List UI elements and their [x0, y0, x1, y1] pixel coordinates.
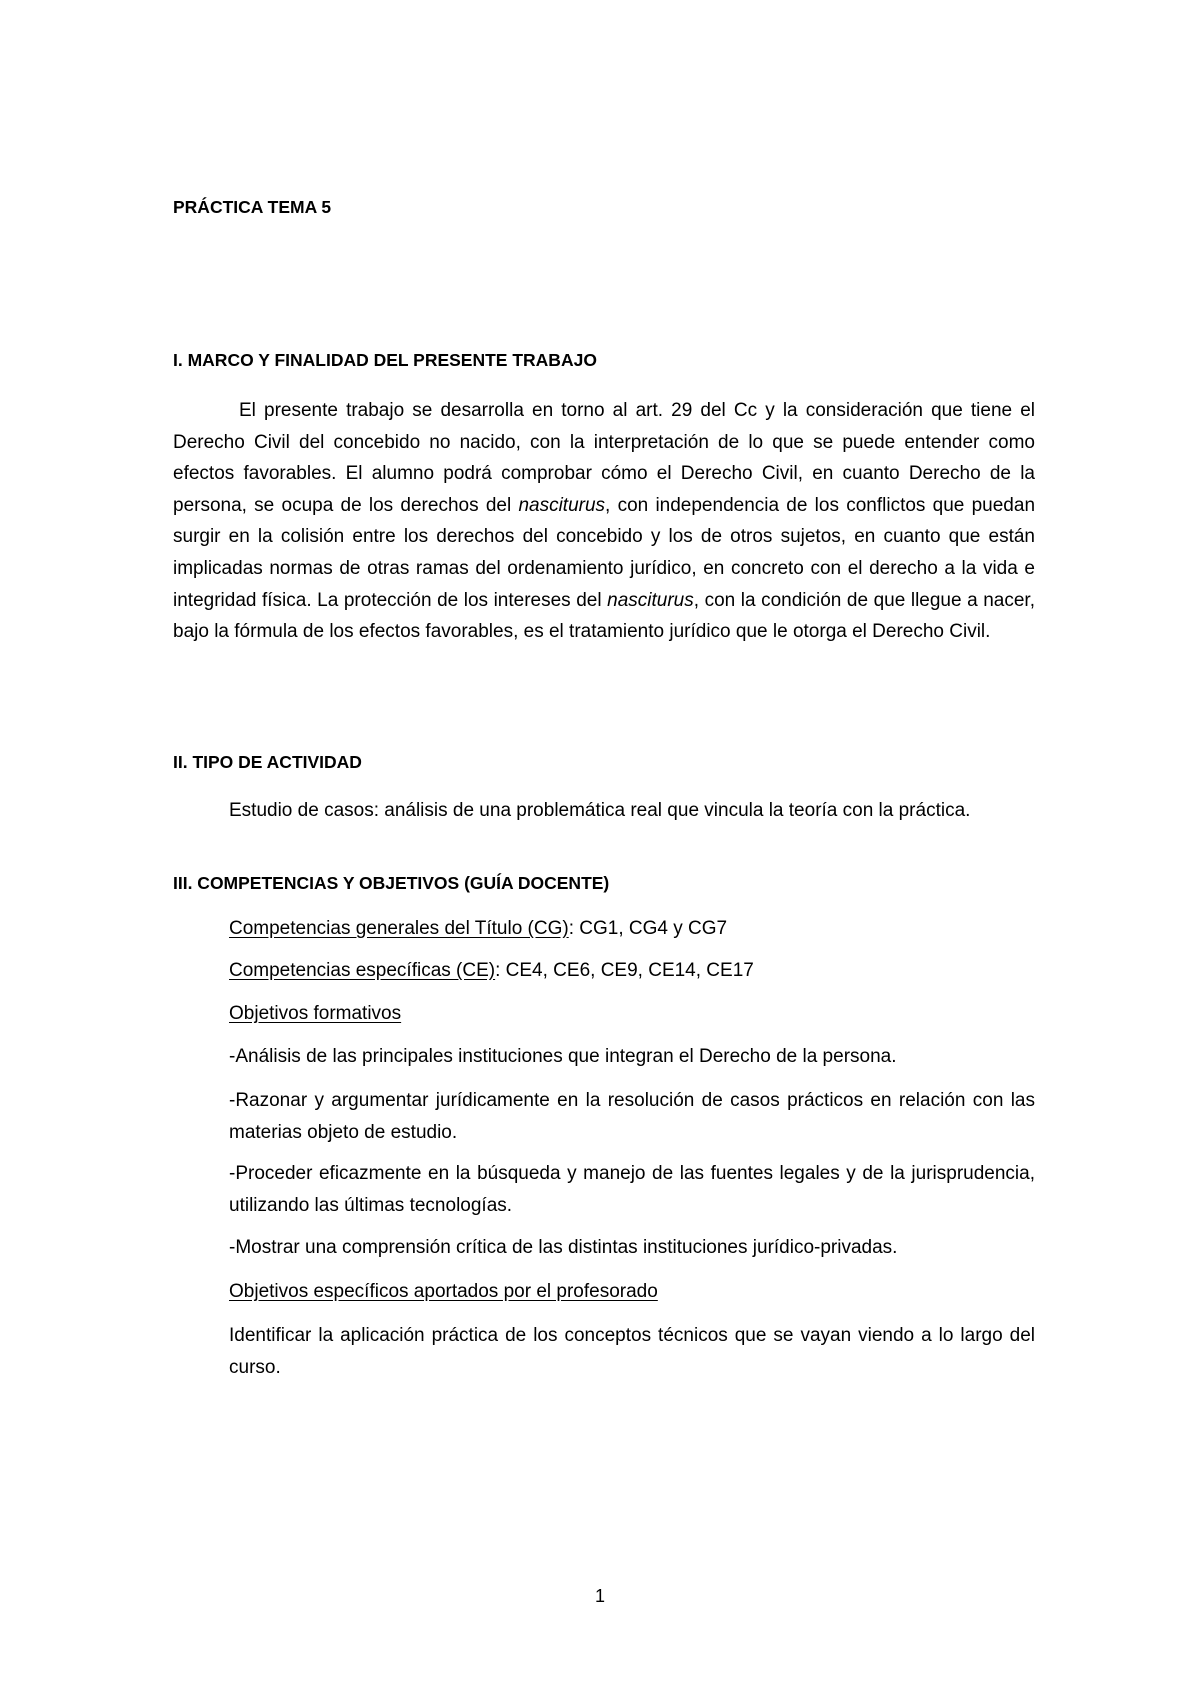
nasciturus-term: nasciturus [518, 494, 606, 516]
ce-value: : CE4, CE6, CE9, CE14, CE17 [495, 960, 754, 981]
ce-label: Competencias específicas (CE) [229, 960, 496, 981]
section-2-text: Estudio de casos: análisis de una problemática real que vincula la teoría con la práctica. [229, 800, 971, 821]
objetivo-item: -Mostrar una comprensión crítica de las distintas instituciones jurídico-privadas. [229, 1237, 898, 1258]
section-1-text-part2: , con independencia de los conflictos que puedan surgir en la colisión entre los derechos del concebido y los de otros sujetos, en cuanto que están implicadas normas de otras ramas del ordenamiento jurídico, en concreto con el derecho a la vida e integridad física. La protección de los intereses del [173, 494, 1036, 611]
section-1-text-part3: , con la condición de que llegue a nacer, bajo la fórmula de los efectos favorables, es el tratamiento jurídico que le otorga el Derecho Civil. [173, 589, 1035, 643]
objetivos-formativos-heading: Objetivos formativos [229, 1003, 402, 1024]
page-number: 1 [594, 1586, 605, 1606]
section-1-paragraph [173, 395, 1035, 648]
objetivo-item: -Análisis de las principales instituciones que integran el Derecho de la persona. [229, 1046, 897, 1067]
nasciturus-term: nasciturus [607, 589, 694, 611]
section-2-heading: II. TIPO DE ACTIVIDAD [173, 752, 362, 772]
cg-line [229, 918, 727, 940]
objetivo-item: -Razonar y argumentar jurídicamente en la resolución de casos prácticos en relación con las materias objeto de estudio. [229, 1090, 1035, 1143]
objetivo-item: -Proceder eficazmente en la búsqueda y manejo de las fuentes legales y de la jurisprudencia, utilizando las últimas tecnologías. [229, 1163, 1035, 1216]
objetivos-especificos-heading: Objetivos específicos aportados por el profesorado [229, 1281, 658, 1302]
section-3-heading: III. COMPETENCIAS Y OBJETIVOS (GUÍA DOCENTE) [173, 873, 610, 893]
cg-value: : CG1, CG4 y CG7 [568, 918, 728, 939]
section-1-text-part1: El presente trabajo se desarrolla en torno al art. 29 del Cc y la consideración que tiene el Derecho Civil del concebido no nacido, con la interpretación de lo que se puede entender como efectos favorables. El alumno podrá comprobar cómo el Derecho Civil, en cuanto Derecho de la persona, se ocupa de los derechos del [173, 400, 1035, 516]
objetivos-especificos-text: Identificar la aplicación práctica de los conceptos técnicos que se vayan viendo a lo largo del curso. [229, 1325, 1035, 1378]
document-title: PRÁCTICA TEMA 5 [173, 197, 332, 217]
cg-label: Competencias generales del Título (CG) [229, 918, 569, 939]
ce-line [229, 960, 754, 982]
section-1-heading: I. MARCO Y FINALIDAD DEL PRESENTE TRABAJO [173, 350, 597, 370]
